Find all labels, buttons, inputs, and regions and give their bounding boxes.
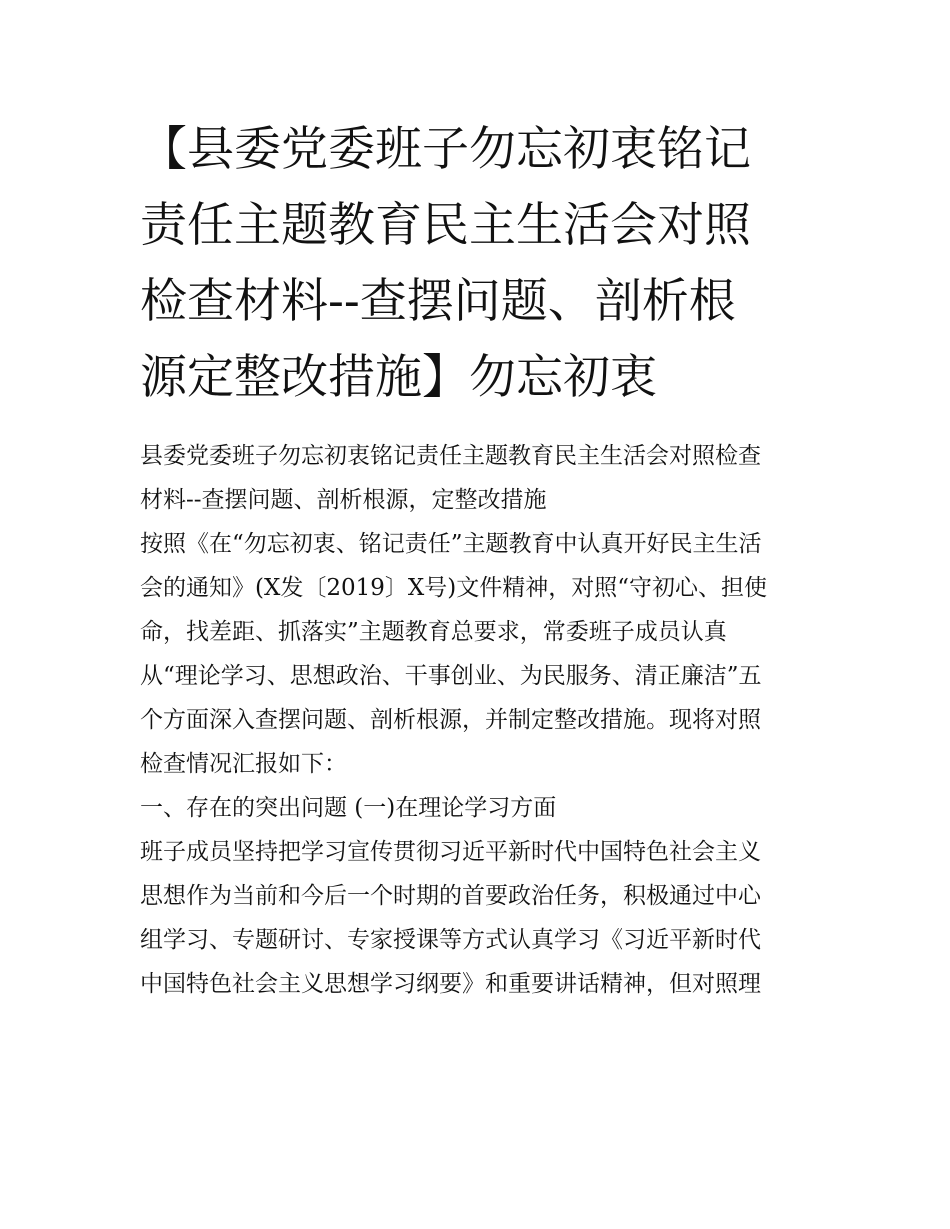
- body-line: 按照《在“勿忘初衷、铭记责任”主题教育中认真开好民主生活: [140, 531, 762, 557]
- body-line: 个方面深入查摆问题、剖析根源，并制定整改措施。现将对照: [140, 707, 761, 733]
- body-line: 中国特色社会主义思想学习纲要》和重要讲话精神，但对照理: [140, 971, 761, 997]
- body-line: 县委党委班子勿忘初衷铭记责任主题教育民主生活会对照检查: [140, 443, 761, 469]
- body-line: 组学习、专题研讨、专家授课等方式认真学习《习近平新时代: [140, 927, 761, 953]
- body-line: 会的通知》(X发〔2019〕X号)文件精神，对照“守初心、担使: [140, 575, 767, 601]
- title-line: 【县委党委班子勿忘初衷铭记: [140, 122, 751, 177]
- section-heading: 一、存在的突出问题 (一)在理论学习方面: [140, 795, 557, 821]
- title-line: 源定整改措施】勿忘初衷: [140, 350, 657, 405]
- title-line: 检查材料--查摆问题、剖析根: [140, 274, 736, 329]
- body-line: 从“理论学习、思想政治、干事创业、为民服务、清正廉洁”五: [140, 663, 762, 689]
- title-line: 责任主题教育民主生活会对照: [140, 198, 751, 253]
- body-line: 思想作为当前和今后一个时期的首要政治任务，积极通过中心: [140, 883, 761, 909]
- document-body: [140, 434, 820, 1006]
- body-line: 班子成员坚持把学习宣传贯彻习近平新时代中国特色社会主义: [140, 839, 761, 865]
- body-line: 材料--查摆问题、剖析根源，定整改措施: [140, 487, 547, 513]
- document-title: [140, 112, 820, 416]
- body-line: 命，找差距、抓落实”主题教育总要求，常委班子成员认真: [140, 619, 727, 645]
- body-line: 检查情况汇报如下：: [140, 751, 347, 777]
